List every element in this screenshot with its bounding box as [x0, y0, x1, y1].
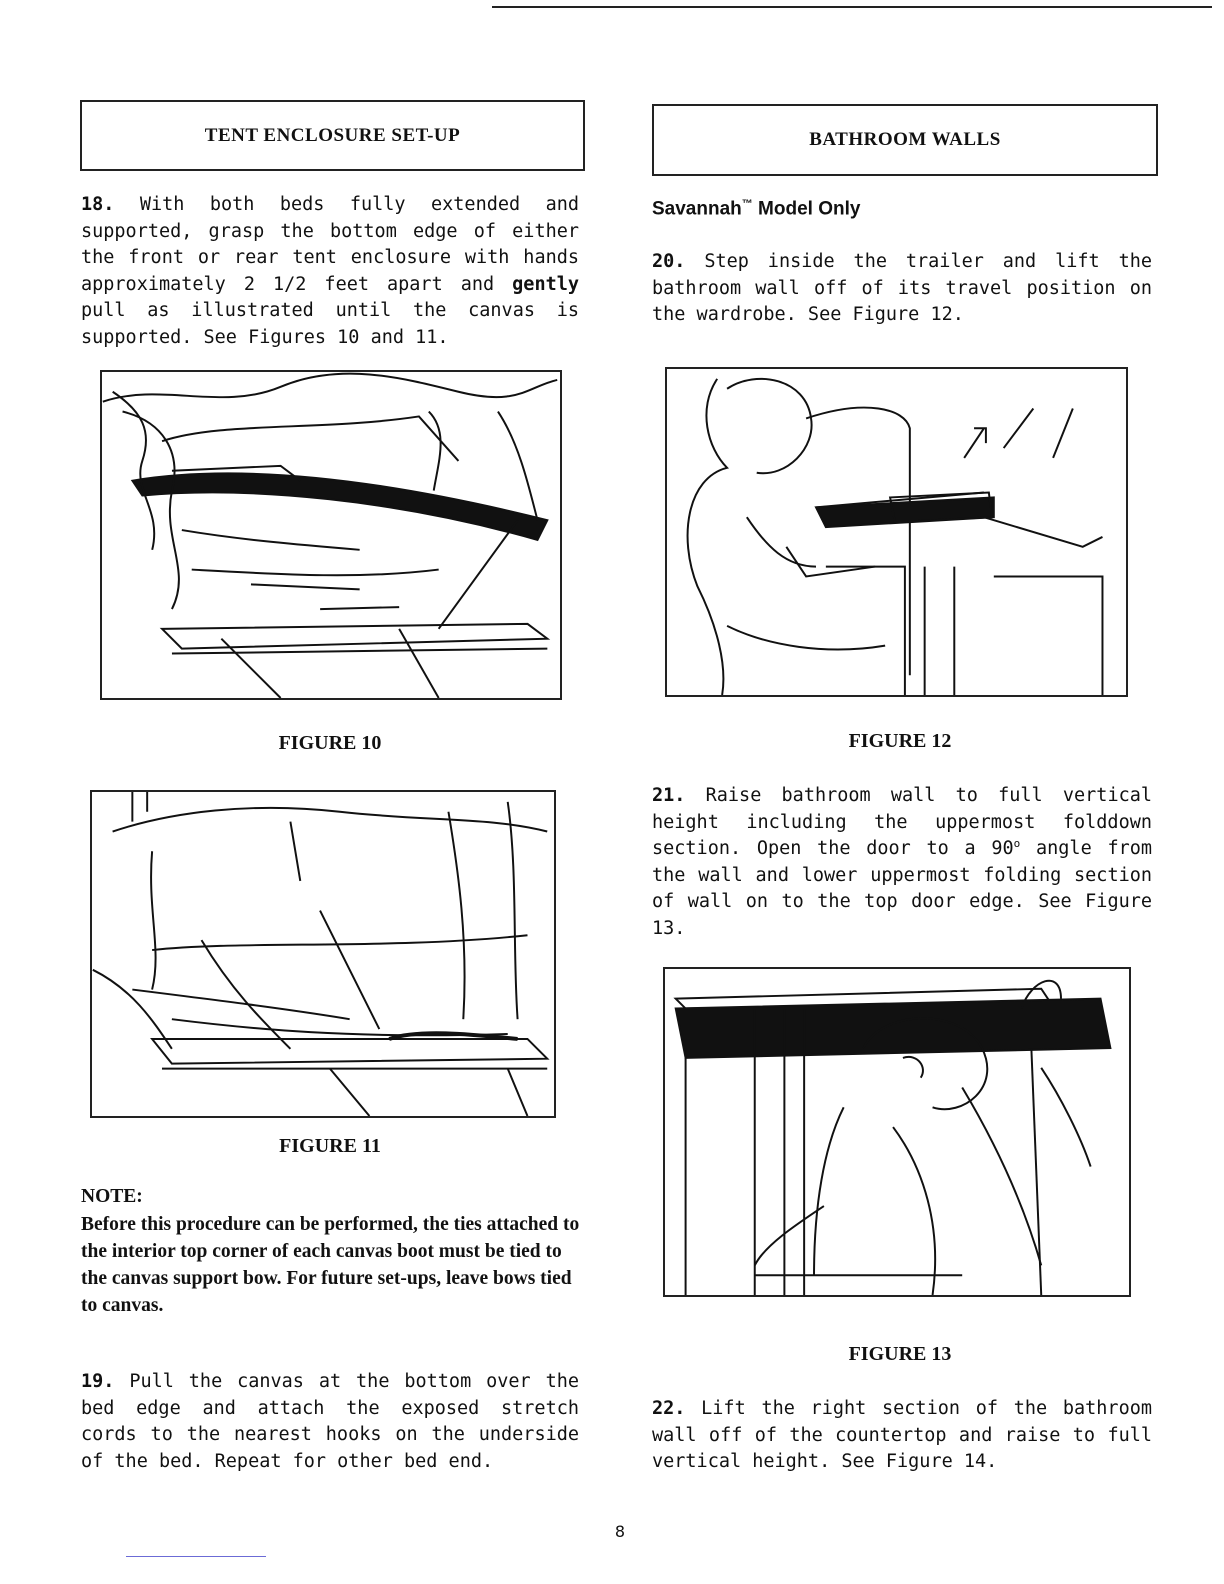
- note-text: Before this procedure can be performed, the ties attached to the interior top corner of each canvas boot must be tied to the canvas support bow. For future set-ups, leave bows tied to canvas.: [81, 1214, 580, 1316]
- step-number: 18.: [81, 194, 115, 215]
- section-heading-tent-enclosure: [80, 100, 585, 171]
- heading-text: BATHROOM WALLS: [809, 129, 1001, 150]
- note-label: NOTE:: [81, 1186, 143, 1207]
- figure-13-caption: FIGURE 13: [848, 1343, 952, 1365]
- page-number: 8: [614, 1522, 626, 1541]
- step-22: [652, 1396, 1152, 1476]
- model-subheading: [652, 198, 860, 220]
- step-text: Pull the canvas at the bottom over the bed edge and attach the exposed stretch cords to the nearest hooks on the underside of the bed. Repeat for other bed end.: [81, 1371, 579, 1472]
- figure-11-illustration: [90, 790, 556, 1118]
- emphasis-text: gently: [512, 273, 579, 295]
- figure-13-illustration: [663, 967, 1131, 1297]
- step-text: pull as illustrated until the canvas is supported. See Figures 10 and 11.: [81, 300, 579, 348]
- figure-12-illustration: [665, 367, 1128, 697]
- step-number: 21.: [652, 785, 686, 806]
- model-name: Savannah: [652, 198, 742, 220]
- step-text: Step inside the trailer and lift the bathroom wall off of its travel position on the wardrobe. See Figure 12.: [652, 251, 1152, 325]
- degree-mark: o: [1013, 836, 1021, 850]
- figure-11-caption: FIGURE 11: [279, 1135, 381, 1157]
- step-18: [81, 192, 579, 351]
- step-text: With both beds fully extended and supported, grasp the bottom edge of either the front or rear tent enclosure with hands approximately 2 1/2 feet apart and: [81, 194, 579, 295]
- step-text: Raise bathroom wall to full vertical height including the uppermost folddown section. Open the door to a 90: [652, 785, 1152, 859]
- top-rule: [492, 6, 1212, 8]
- step-text: Lift the right section of the bathroom wall off of the countertop and raise to full vertical height. See Figure 14.: [652, 1398, 1152, 1472]
- section-heading-bathroom-walls: [652, 104, 1158, 176]
- model-suffix: Model Only: [752, 198, 861, 220]
- step-20: [652, 249, 1152, 329]
- step-number: 19.: [81, 1371, 115, 1392]
- step-19: [81, 1369, 579, 1475]
- figure-10-caption: FIGURE 10: [278, 732, 382, 754]
- heading-text: TENT ENCLOSURE SET-UP: [204, 124, 461, 146]
- figure-12-caption: FIGURE 12: [848, 730, 952, 752]
- step-21: [652, 783, 1152, 942]
- step-number: 20.: [652, 251, 686, 272]
- trademark-mark: ™: [741, 198, 753, 210]
- figure-10-illustration: [100, 370, 562, 700]
- bottom-rule: [126, 1556, 266, 1557]
- step-number: 22.: [652, 1398, 686, 1419]
- step-text: angle from the wall and lower uppermost folding section of wall on to the top door edge. See Figure 13.: [652, 838, 1152, 939]
